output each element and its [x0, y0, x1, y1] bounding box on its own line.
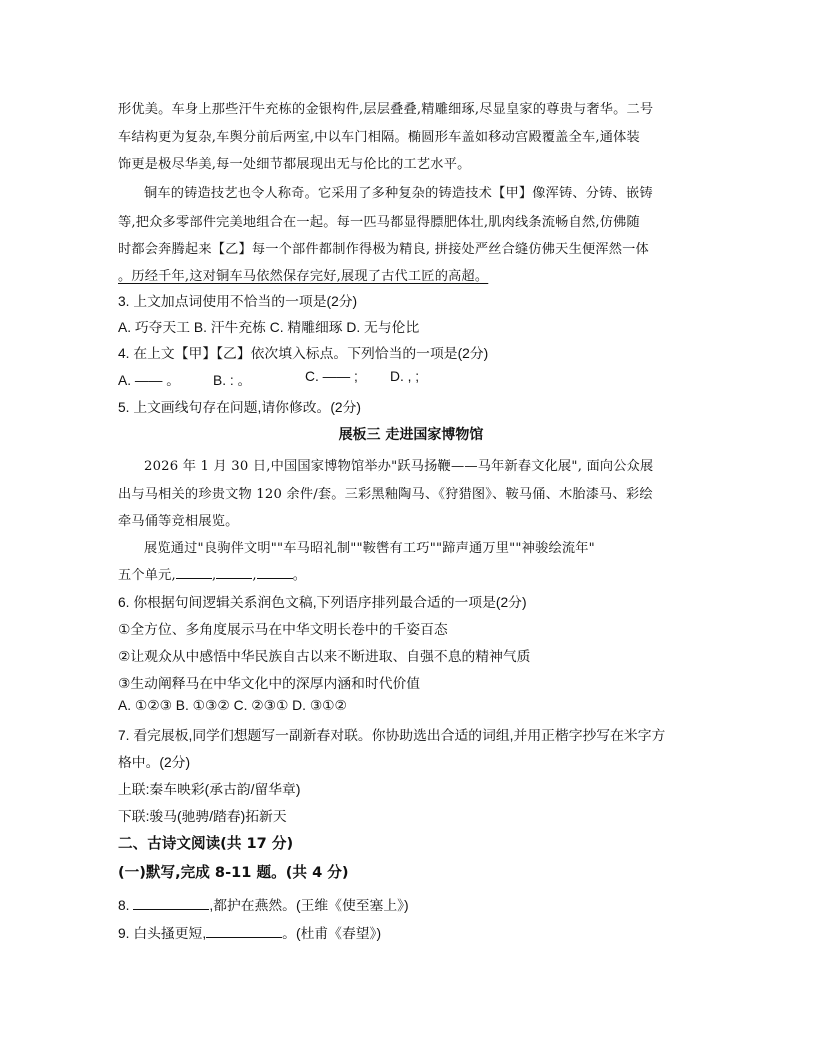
passage-line: 铜车的铸造技艺也令人称奇。它采用了多种复杂的铸造技术【甲】像浑铸、分铸、嵌铸	[144, 186, 653, 201]
question-7-stem: 7. 看完展板,同学们想题写一副新春对联。你协助选出合适的词组,并用正楷字抄写在米字方	[118, 728, 666, 743]
passage-line: 车结构更为复杂,车舆分前后两室,中以车门相隔。椭圆形车盖如移动宫殿覆盖全车,通体装	[118, 130, 640, 145]
question-4-option-a: A. —— 。	[118, 373, 181, 388]
passage-line: 2026 年 1 月 30 日,中国国家博物馆举办"跃马扬鞭——马年新春文化展", 面向公众展	[144, 459, 654, 474]
question-7-stem-cont: 格中。(2分)	[118, 755, 191, 770]
answer-blank[interactable]	[133, 895, 209, 910]
question-4-option-c: C. —— ;	[305, 369, 358, 384]
answer-blank[interactable]	[206, 923, 282, 938]
question-9-lead: 9. 白头搔更短,	[118, 926, 207, 941]
passage-line: 时都会奔腾起来【乙】每一个部件都制作得极为精良, 拼接处严丝合缝仿佛天生便浑然一体	[118, 242, 649, 257]
question-4-option-b: B. : 。	[213, 373, 252, 388]
section-2-subtitle: (一)默写,完成 8-11 题。(共 4 分)	[118, 864, 349, 881]
sentence-2: ②让观众从中感悟中华民族自古以来不断进取、自强不息的精神气质	[118, 649, 531, 664]
sentence-3: ③生动阐释马在中华文化中的深厚内涵和时代价值	[118, 676, 421, 691]
passage-fill-line	[118, 564, 306, 583]
section-2-title: 二、古诗文阅读(共 17 分)	[118, 835, 294, 852]
passage-line: 等,把众多零部件完美地组合在一起。每一匹马都显得膘肥体壮,肌肉线条流畅自然,仿佛随	[118, 215, 640, 230]
board-3-title: 展板三 走进国家博物馆	[338, 427, 484, 443]
couplet-lower: 下联:骏马(驰骋/踏春)拓新天	[118, 809, 287, 824]
passage-line: 牵马俑等竞相展览。	[118, 514, 239, 529]
question-4-option-d: D. , ;	[390, 369, 420, 384]
passage-line: 形优美。车身上那些汗牛充栋的金银构件,层层叠叠,精雕细琢,尽显皇家的尊贵与奢华。二号	[118, 102, 654, 117]
passage-text: 五个单元,	[118, 568, 176, 583]
answer-blank[interactable]	[257, 564, 293, 579]
question-9	[118, 922, 381, 942]
answer-blank[interactable]	[216, 564, 252, 579]
underlined-sentence: 。历经千年,这对铜车马依然保存完好,展现了古代工匠的高超。	[118, 269, 489, 284]
question-9-text: 。(杜甫《春望》)	[282, 926, 382, 941]
question-8-text: ,都护在燕然。(王维《使至塞上》)	[209, 898, 409, 913]
separator: ,	[211, 568, 217, 583]
question-3-stem: 3. 上文加点词使用不恰当的一项是(2分)	[118, 294, 358, 309]
question-8	[118, 894, 409, 914]
question-3-options: A. 巧夺天工 B. 汗牛充栋 C. 精雕细琢 D. 无与伦比	[118, 320, 420, 335]
passage-line: 出与马相关的珍贵文物 120 余件/套。三彩黑釉陶马、《狩猎图》、鞍马俑、木胎漆马、彩绘	[118, 487, 653, 502]
sentence-1: ①全方位、多角度展示马在中华文明长卷中的千姿百态	[118, 622, 448, 637]
passage-line: 展览通过"良驹伴文明""车马昭礼制""鞍辔有工巧""蹄声通万里""神骏绘流年"	[144, 541, 595, 556]
period: 。	[292, 568, 307, 583]
question-8-number: 8.	[118, 898, 130, 913]
separator: ,	[252, 568, 257, 583]
couplet-upper: 上联:秦车映彩(承古韵/留华章)	[118, 782, 301, 797]
answer-blank[interactable]	[176, 564, 212, 579]
question-6-stem: 6. 你根据句间逻辑关系润色文稿,下列语序排列最合适的一项是(2分)	[118, 595, 527, 610]
question-6-options: A. ①②③ B. ①③② C. ②③① D. ③①②	[118, 698, 347, 713]
question-4-stem: 4. 在上文【甲】【乙】依次填入标点。下列恰当的一项是(2分)	[118, 346, 489, 361]
passage-line: 饰更是极尽华美,每一处细节都展现出无与伦比的工艺水平。	[118, 157, 471, 172]
question-5-stem: 5. 上文画线句存在问题,请你修改。(2分)	[118, 400, 361, 415]
